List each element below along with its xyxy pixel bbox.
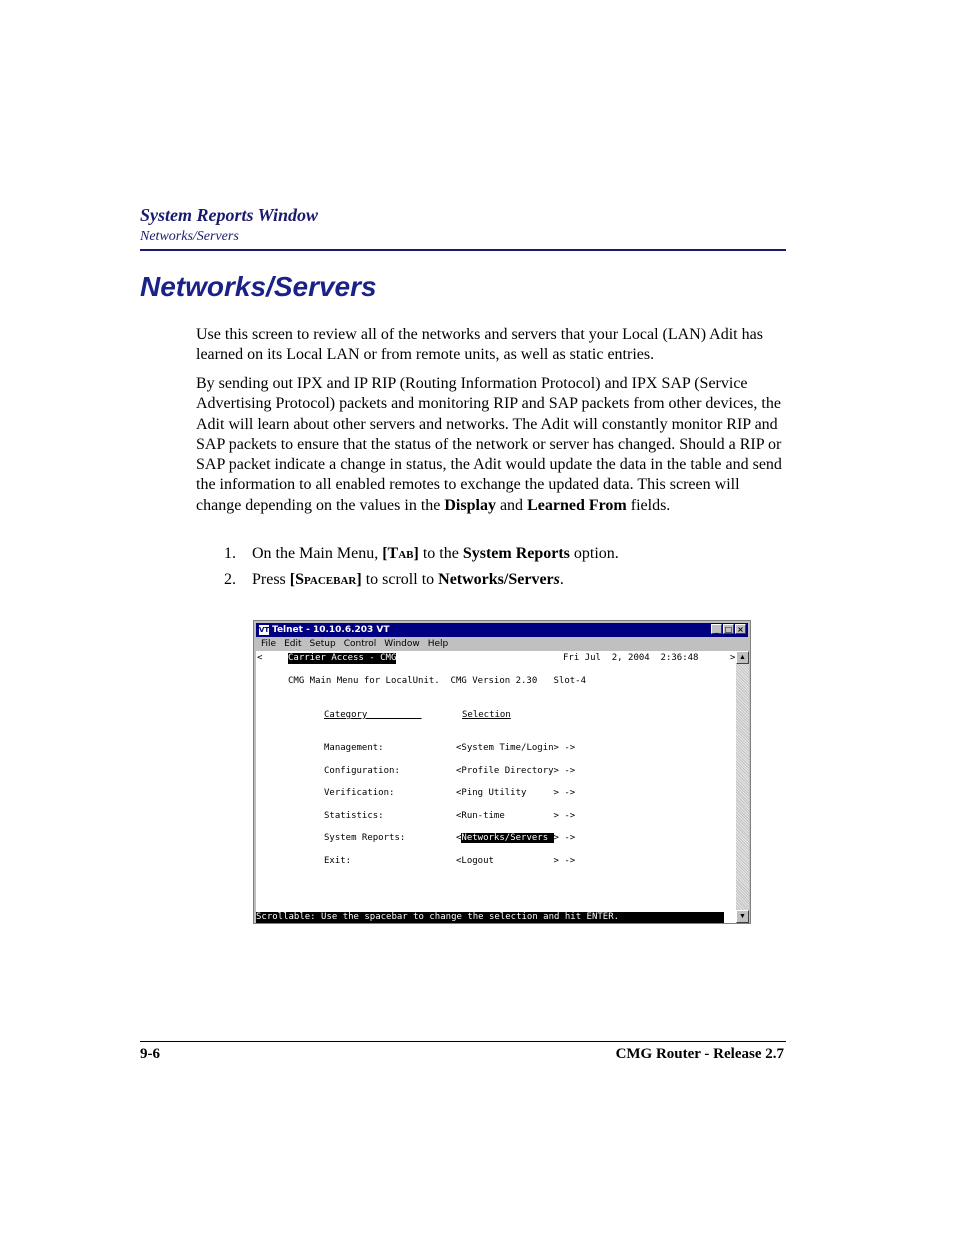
terminal-status-line: Scrollable: Use the spacebar to change the selection and hit ENTER. [256,912,724,923]
description-end: fields. [626,496,671,514]
header-title: System Reports Window [140,205,319,225]
display-field-term: Display [444,496,496,514]
description-paragraph [196,374,788,516]
menu-row-selection-active[interactable]: <Networks/Servers > -> [456,833,576,843]
menu-edit[interactable]: Edit [284,639,302,649]
step-text: On the Main Menu, [252,545,383,562]
menu-control[interactable]: Control [343,639,377,649]
description-and: and [495,496,528,514]
menu-help[interactable]: Help [427,639,449,649]
menu-row-selection[interactable]: <System Time/Login> -> [456,743,576,753]
step-text: Press [252,571,290,588]
terminal-datetime: Fri Jul 2, 2004 2:36:48 [563,653,699,663]
step-item [224,570,564,590]
step-target: Networks/Server [438,571,554,588]
scroll-down-icon[interactable]: ▼ [736,910,749,923]
menu-file[interactable]: File [261,639,277,649]
terminal-scrollbar[interactable] [736,651,749,923]
telnet-window [253,620,751,924]
step-text: to the [418,545,463,562]
maximize-button[interactable]: □ [724,625,733,634]
menu-setup[interactable]: Setup [309,639,336,649]
step-item [224,544,619,564]
menu-row-label: Statistics: [324,811,384,821]
document-title: CMG Router - Release 2.7 [615,1046,784,1062]
selection-header: Selection [462,710,511,720]
learned-from-field-term: Learned From [527,496,627,514]
step-target: System Reports [462,545,570,562]
terminal-right-arrow: > [730,653,736,663]
terminal-menu-heading: CMG Main Menu for LocalUnit. CMG Version 2.30 Slot-4 [288,676,587,686]
page-number: 9-6 [140,1046,160,1062]
footer-rule [140,1041,786,1042]
intro-paragraph: Use this screen to review all of the networks and servers that your Local (LAN) Adit has learned on its Local LAN or from remote units, as well as static entries. [196,326,763,364]
key-name: [Tab] [382,545,419,562]
step-target-suffix: s [553,571,560,588]
terminal-screen[interactable] [256,651,736,923]
menu-row-selection[interactable]: <Ping Utility > -> [456,788,576,798]
menu-row-label: System Reports: [324,833,406,843]
menu-window[interactable]: Window [384,639,420,649]
menu-row-selection[interactable]: <Profile Directory> -> [456,766,576,776]
step-text: . [559,571,564,588]
menu-row-label: Verification: [324,788,395,798]
step-text: option. [569,545,619,562]
terminal-banner: Carrier Access - CMG [288,653,397,663]
key-name: [Spacebar] [289,571,362,588]
description-text: By sending out IPX and IP RIP (Routing Information Protocol) and IPX SAP (Service Advertising Protocol) packets and monitoring RIP and SAP packets from other devices, the Adit will learn about other servers and networks. The Adit will constantly monitor RIP and SAP packets to ensure that the status of the network or server has changed. Should a RIP or SAP packet indicate a change in status, the Adit would update the data in the table and send the information to all enabled remotes to exchange the updated data. This screen will change depending on the values in the [196,375,782,514]
step-text: to scroll to [361,571,439,588]
terminal-left-arrow: < [257,653,263,663]
menu-row-label: Management: [324,743,384,753]
header-rule [140,249,786,251]
menu-row-selection[interactable]: <Run-time > -> [456,811,576,821]
close-button[interactable]: × [735,624,746,634]
header-subtitle: Networks/Servers [140,229,239,244]
telnet-titlebar[interactable] [256,623,748,637]
menu-row-label: Configuration: [324,766,400,776]
menu-row-label: Exit: [324,856,352,866]
highlighted-selection[interactable]: Networks/Servers [461,833,554,843]
step-number: 1. [224,545,236,562]
section-title: Networks/Servers [140,271,377,302]
telnet-menubar [256,637,748,651]
telnet-title: Telnet - 10.10.6.203 VT [272,625,390,635]
telnet-app-icon: VT [259,626,270,634]
scroll-up-icon[interactable]: ▲ [736,651,749,664]
category-header: Category [324,710,422,720]
minimize-button[interactable]: _ [711,624,722,634]
step-number: 2. [224,571,236,588]
menu-row-selection[interactable]: <Logout > -> [456,856,576,866]
